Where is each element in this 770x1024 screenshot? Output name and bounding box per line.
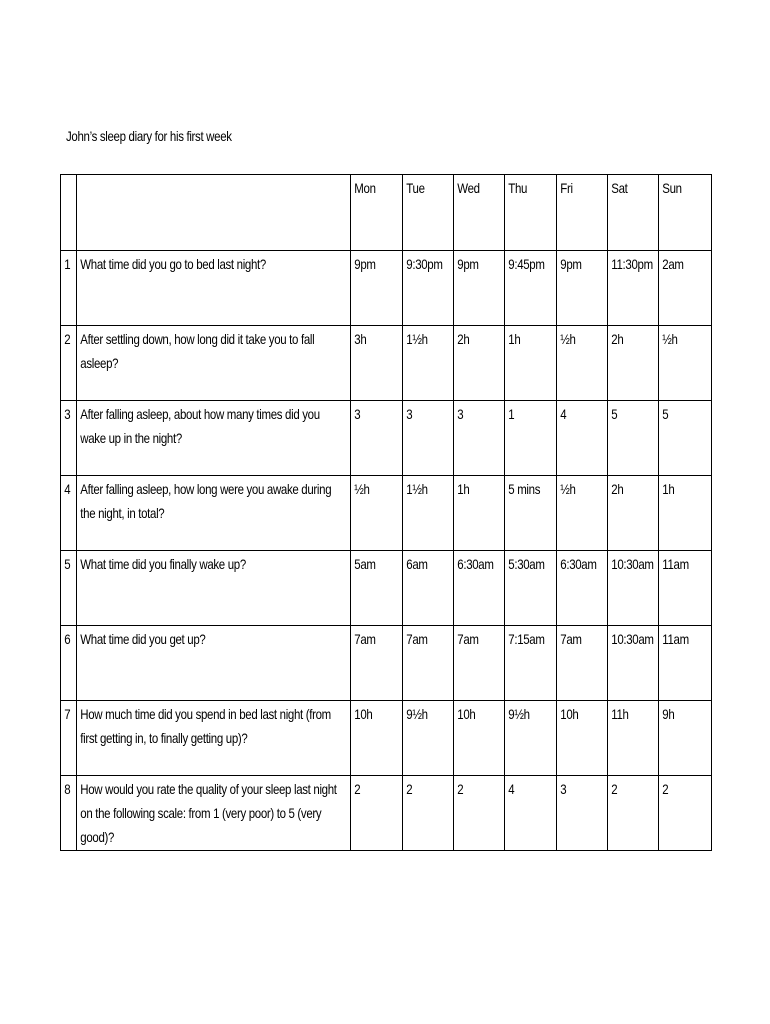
value-cell-wed (454, 476, 505, 551)
value-cell-thu (505, 401, 557, 476)
value-text: ½h (560, 331, 576, 347)
table-row (61, 251, 712, 326)
header-day-thu: Thu (505, 175, 557, 251)
value-cell-mon (351, 401, 403, 476)
value-text: 10h (354, 706, 373, 722)
value-cell-wed (454, 401, 505, 476)
question-text: After settling down, how long did it take you to fall asleep? (80, 331, 315, 371)
value-text: 5 mins (508, 481, 541, 497)
question-text: What time did you go to bed last night? (80, 256, 266, 272)
value-text: 6:30am (560, 556, 597, 572)
value-text: 9:30pm (406, 256, 443, 272)
value-cell-mon (351, 776, 403, 851)
value-text: 11am (662, 631, 689, 647)
value-cell-thu (505, 551, 557, 626)
value-text: ½h (662, 331, 678, 347)
row-number-cell (61, 551, 77, 626)
row-number-cell (61, 626, 77, 701)
value-cell-thu (505, 326, 557, 401)
value-cell-tue (403, 551, 454, 626)
value-text: 7am (406, 631, 428, 647)
sleep-diary-table (60, 174, 712, 851)
value-cell-sun (659, 551, 712, 626)
value-text: 7:15am (508, 631, 545, 647)
value-text: 4 (560, 406, 567, 422)
value-cell-thu (505, 476, 557, 551)
value-cell-sat (608, 476, 659, 551)
value-text: 1 (508, 406, 515, 422)
value-cell-wed (454, 701, 505, 776)
value-cell-tue (403, 776, 454, 851)
value-cell-tue (403, 401, 454, 476)
value-cell-tue (403, 251, 454, 326)
value-text: 2h (611, 331, 624, 347)
question-text: What time did you finally wake up? (80, 556, 246, 572)
value-text: 4 (508, 781, 515, 797)
value-text: 2 (662, 781, 669, 797)
value-cell-thu (505, 776, 557, 851)
page-title: John’s sleep diary for his first week (66, 128, 232, 144)
row-number-cell (61, 251, 77, 326)
value-text: 5:30am (508, 556, 545, 572)
value-text: 11h (611, 706, 629, 722)
value-cell-mon (351, 476, 403, 551)
value-text: 2 (406, 781, 413, 797)
value-text: 11:30pm (611, 256, 653, 272)
question-text: After falling asleep, how long were you awake during the night, in total? (80, 481, 332, 521)
value-text: 2am (662, 256, 684, 272)
table-row (61, 401, 712, 476)
table-row (61, 326, 712, 401)
header-day-mon: Mon (351, 175, 403, 251)
value-cell-tue (403, 626, 454, 701)
row-number: 2 (64, 331, 71, 347)
value-text: 3 (406, 406, 413, 422)
question-cell (77, 551, 351, 626)
question-cell (77, 401, 351, 476)
header-day-tue: Tue (403, 175, 454, 251)
row-number: 3 (64, 406, 71, 422)
value-cell-wed (454, 251, 505, 326)
question-text: How much time did you spend in bed last night (from first getting in, to finally getting up)? (80, 706, 331, 746)
header-day-sat: Sat (608, 175, 659, 251)
value-text: 1h (508, 331, 521, 347)
value-cell-fri (557, 551, 608, 626)
value-text: 1½h (406, 481, 428, 497)
value-text: 3 (457, 406, 464, 422)
value-text: 9h (662, 706, 675, 722)
value-text: 7am (560, 631, 582, 647)
value-text: 3 (560, 781, 567, 797)
value-text: 5 (662, 406, 669, 422)
question-cell (77, 326, 351, 401)
table-row (61, 701, 712, 776)
value-cell-mon (351, 701, 403, 776)
value-text: 9pm (560, 256, 582, 272)
row-number: 1 (64, 256, 71, 272)
value-cell-mon (351, 551, 403, 626)
value-text: 10:30am (611, 556, 654, 572)
value-text: 2h (457, 331, 470, 347)
value-text: 10h (457, 706, 476, 722)
value-cell-fri (557, 701, 608, 776)
value-cell-mon (351, 626, 403, 701)
row-number: 5 (64, 556, 71, 572)
value-cell-thu (505, 626, 557, 701)
value-text: ½h (560, 481, 576, 497)
table-row (61, 626, 712, 701)
value-cell-sat (608, 776, 659, 851)
value-cell-sun (659, 251, 712, 326)
row-number: 4 (64, 481, 71, 497)
value-cell-tue (403, 701, 454, 776)
header-row (61, 175, 712, 251)
value-text: ½h (354, 481, 370, 497)
value-text: 7am (354, 631, 376, 647)
value-text: 1h (662, 481, 675, 497)
table-row (61, 476, 712, 551)
value-text: 9pm (354, 256, 376, 272)
header-day-wed: Wed (454, 175, 505, 251)
value-cell-sat (608, 701, 659, 776)
row-number-cell (61, 401, 77, 476)
value-text: 2 (457, 781, 464, 797)
value-text: 5 (611, 406, 618, 422)
question-text: How would you rate the quality of your sleep last night on the following scale: from 1 (very poor) to 5 (very good)? (80, 781, 337, 845)
question-text: What time did you get up? (80, 631, 206, 647)
value-cell-fri (557, 401, 608, 476)
value-cell-sun (659, 776, 712, 851)
value-cell-wed (454, 326, 505, 401)
value-cell-thu (505, 701, 557, 776)
value-cell-tue (403, 326, 454, 401)
question-cell (77, 476, 351, 551)
value-cell-wed (454, 776, 505, 851)
value-cell-sat (608, 401, 659, 476)
row-number: 8 (64, 781, 71, 797)
header-day-fri: Fri (557, 175, 608, 251)
question-cell (77, 251, 351, 326)
question-cell (77, 701, 351, 776)
value-cell-tue (403, 476, 454, 551)
value-cell-thu (505, 251, 557, 326)
value-text: 6am (406, 556, 428, 572)
value-text: 9pm (457, 256, 479, 272)
value-text: 7am (457, 631, 479, 647)
value-cell-wed (454, 551, 505, 626)
value-cell-sun (659, 701, 712, 776)
value-cell-sat (608, 551, 659, 626)
value-text: 2 (354, 781, 361, 797)
row-number-cell (61, 701, 77, 776)
value-cell-sat (608, 326, 659, 401)
value-text: 9½h (508, 706, 530, 722)
question-cell (77, 776, 351, 851)
value-cell-wed (454, 626, 505, 701)
value-cell-sun (659, 476, 712, 551)
value-text: 9½h (406, 706, 428, 722)
row-number: 7 (64, 706, 71, 722)
value-cell-sat (608, 626, 659, 701)
value-cell-fri (557, 326, 608, 401)
value-text: 2 (611, 781, 618, 797)
row-number: 6 (64, 631, 71, 647)
value-cell-fri (557, 476, 608, 551)
value-text: 1½h (406, 331, 428, 347)
value-cell-sat (608, 251, 659, 326)
row-number-cell (61, 326, 77, 401)
value-cell-fri (557, 251, 608, 326)
value-cell-mon (351, 326, 403, 401)
value-text: 11am (662, 556, 689, 572)
header-number-cell (61, 175, 77, 251)
value-cell-fri (557, 626, 608, 701)
value-cell-mon (351, 251, 403, 326)
value-cell-sun (659, 626, 712, 701)
question-text: After falling asleep, about how many times did you wake up in the night? (80, 406, 320, 446)
table-row (61, 776, 712, 851)
value-cell-sun (659, 401, 712, 476)
value-text: 6:30am (457, 556, 494, 572)
header-question-cell (77, 175, 351, 251)
value-cell-sun (659, 326, 712, 401)
value-cell-fri (557, 776, 608, 851)
value-text: 10:30am (611, 631, 654, 647)
value-text: 2h (611, 481, 624, 497)
row-number-cell (61, 776, 77, 851)
table-row (61, 551, 712, 626)
value-text: 1h (457, 481, 470, 497)
header-day-sun: Sun (659, 175, 712, 251)
value-text: 10h (560, 706, 579, 722)
value-text: 3h (354, 331, 367, 347)
value-text: 5am (354, 556, 376, 572)
question-cell (77, 626, 351, 701)
value-text: 9:45pm (508, 256, 545, 272)
row-number-cell (61, 476, 77, 551)
value-text: 3 (354, 406, 361, 422)
